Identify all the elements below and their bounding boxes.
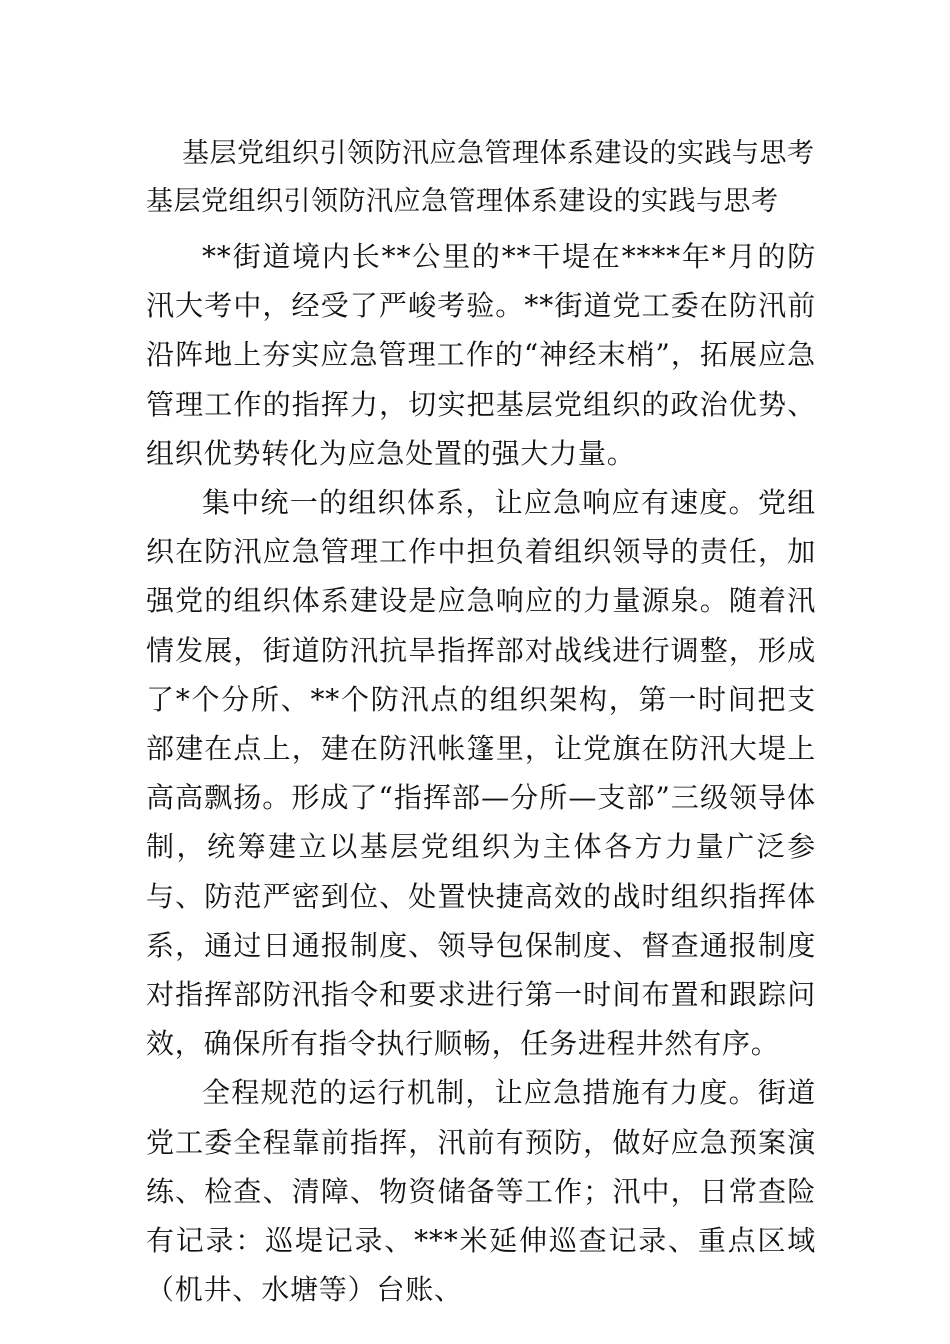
document-title: 基层党组织引领防汛应急管理体系建设的实践与思考	[182, 138, 815, 169]
document-body	[146, 232, 816, 1314]
document-title-repeat: 基层党组织引领防汛应急管理体系建设的实践与思考	[146, 186, 779, 217]
paragraph-organization-system: 集中统一的组织体系，让应急响应有速度。党组织在防汛应急管理工作中担负着组织领导的责任，加强党的组织体系建设是应急响应的力量源泉。随着汛情发展，街道防汛抗旱指挥部对战线进行调整，形成了*个分所、**个防汛点的组织架构，第一时间把支部建在点上，建在防汛帐篷里，让党旗在防汛大堤上高高飘扬。形成了“指挥部—分所—支部”三级领导体制，统筹建立以基层党组织为主体各方力量广泛参与、防范严密到位、处置快捷高效的战时组织指挥体系，通过日通报制度、领导包保制度、督查通报制度对指挥部防汛指令和要求进行第一时间布置和跟踪问效，确保所有指令执行顺畅，任务进程井然有序。	[146, 486, 816, 1061]
paragraph-operation-mechanism: 全程规范的运行机制，让应急措施有力度。街道党工委全程靠前指挥，汛前有预防，做好应急预案演练、检查、清障、物资储备等工作；汛中，日常查险有记录：巡堤记录、***米延伸巡查记录、重点区域（机井、水塘等）台账、	[146, 1076, 816, 1307]
paragraph-intro: **街道境内长**公里的**干堤在****年*月的防汛大考中，经受了严峻考验。**街道党工委在防汛前沿阵地上夯实应急管理工作的“神经末梢”，拓展应急管理工作的指挥力，切实把基层党组织的政治优势、组织优势转化为应急处置的强大力量。	[146, 240, 816, 470]
